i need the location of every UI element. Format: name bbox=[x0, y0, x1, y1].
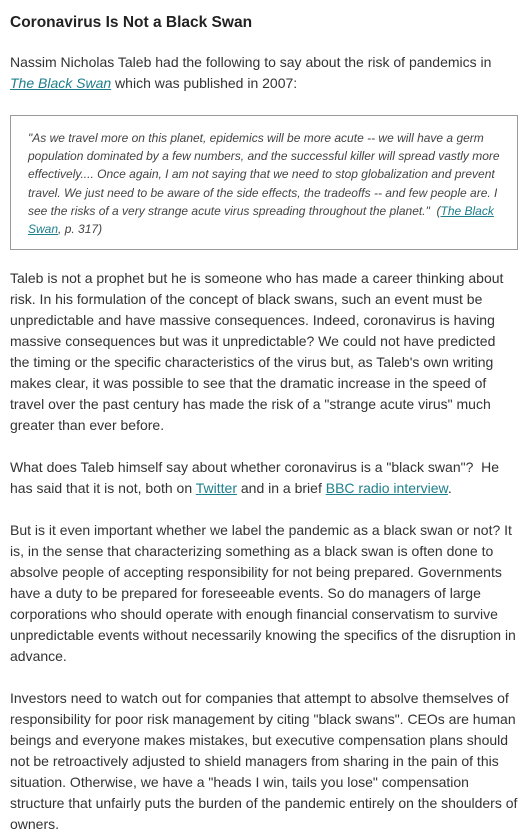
blockquote bbox=[10, 115, 518, 250]
citation-open: ( bbox=[429, 203, 441, 218]
black-swan-book-link[interactable]: The Black Swan bbox=[10, 75, 112, 91]
paragraph-3: But is it even important whether we label the pandemic as a black swan or not? It is, in the sense that characterizing something as a black swan is often done to absolve people of accepting responsibility for not being prepared. Governments have a duty to be prepared for foreseeable events. So do managers of large corporations who should operate with enough financial conservatism to survive unpredictable events without necessarily knowing the specifics of the disruption in advance. bbox=[10, 522, 516, 665]
intro-paragraph bbox=[10, 52, 518, 94]
bbc-interview-link[interactable]: BBC radio interview bbox=[325, 480, 448, 497]
intro-text-after: which was published in 2007: bbox=[111, 75, 298, 91]
quote-text: "As we travel more on this planet, epidemics will be more acute -- we will have a germ population dominated by a few numbers, and the successful killer will spread vastly more effectively.... Once again, I am not saying that we need to stop globalization and prevent travel. We just need to be aware of the side effects, the tradeoffs -- and few people are. I see the risks of a very strange acute virus spreading throughout the planet." bbox=[28, 131, 500, 218]
quote-body bbox=[28, 129, 503, 238]
paragraph-4: Investors need to watch out for companies that attempt to absolve themselves of responsibility for poor risk management by citing "black swans". CEOs are human beings and everyone makes mistakes, but executive compensation plans should not be retroactively adjusted to shield managers from sharing in the pain of this situation. Otherwise, we have a "heads I win, tails you lose" compensation structure that unfairly puts the burden of the pandemic entirely on the shoulders of owners. bbox=[10, 690, 518, 833]
citation-link[interactable]: The Black Swan bbox=[28, 203, 494, 237]
para2-text-after: . bbox=[447, 480, 452, 497]
citation-close: , p. 317) bbox=[58, 222, 103, 237]
twitter-link[interactable]: Twitter bbox=[195, 480, 237, 497]
para2-text-before: What does Taleb himself say about whether coronavirus is a "black swan"? He has said that it is not, both on bbox=[10, 459, 503, 497]
intro-text-before: Nassim Nicholas Taleb had the following to say about the risk of pandemics in bbox=[10, 54, 492, 70]
article-title: Coronavirus Is Not a Black Swan bbox=[10, 14, 253, 31]
paragraph-2 bbox=[10, 457, 518, 499]
para2-text-middle: and in a brief bbox=[237, 480, 326, 497]
paragraph-1: Taleb is not a prophet but he is someone who has made a career thinking about risk. In his formulation of the concept of black swans, such an event must be unpredictable and have massive consequences. Indeed, coronavirus is having massive consequences but was it unpredictable? We could not have predicted the timing or the specific characteristics of the virus but, as Taleb's own writing makes clear, it was possible to see that the dramatic increase in the speed of travel over the past century has made the risk of a "strange acute virus" much greater than ever before. bbox=[10, 270, 504, 434]
